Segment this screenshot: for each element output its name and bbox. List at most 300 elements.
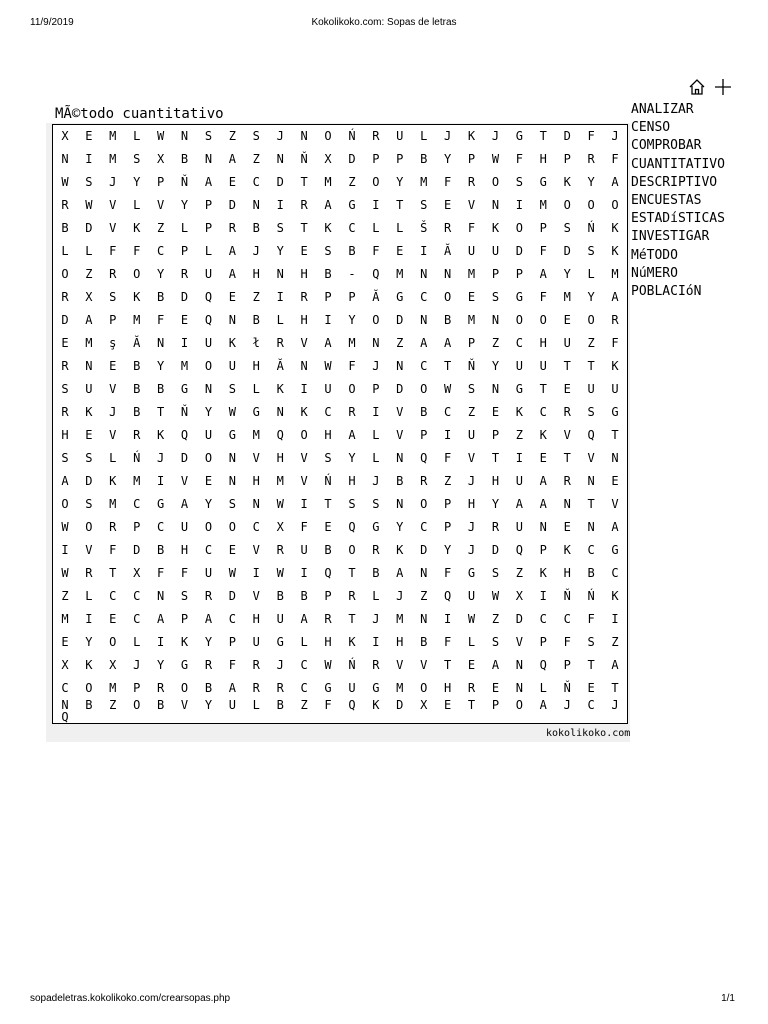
grid-cell: R (157, 680, 165, 695)
grid-cell: S (467, 382, 476, 397)
grid-cell: U (252, 634, 260, 649)
grid-cell: L (300, 634, 308, 649)
grid-cell: E (204, 473, 213, 488)
grid-cell: O (372, 175, 380, 190)
grid-cell: D (396, 697, 404, 712)
grid-cell: I (420, 244, 428, 259)
grid-cell: Y (444, 152, 452, 167)
grid-cell: N (157, 588, 165, 603)
grid-cell: Z (444, 473, 452, 488)
grid-cell: C (300, 680, 308, 695)
grid-cell: X (85, 290, 93, 305)
grid-cell: H (467, 496, 476, 511)
grid-cell: D (85, 473, 93, 488)
grid-cell: X (109, 657, 117, 672)
grid-cell: B (420, 404, 428, 419)
grid-cell: J (372, 359, 380, 374)
grid-cell: V (109, 382, 117, 397)
grid-cell: V (300, 336, 308, 351)
grid-cell: G (611, 404, 619, 419)
grid-cell: Q (324, 565, 332, 580)
grid-cell: N (611, 450, 619, 465)
grid-cell: Z (467, 404, 476, 419)
grid-cell: H (396, 634, 404, 649)
grid-cell: M (563, 290, 571, 305)
grid-cell: O (420, 496, 428, 511)
grid-cell: J (563, 697, 571, 712)
grid-cell: X (133, 565, 141, 580)
grid-cell: V (467, 450, 476, 465)
grid-cell: U (300, 542, 308, 557)
grid-cell: W (61, 175, 69, 190)
grid-cell: N (539, 519, 547, 534)
grid-cell: T (467, 697, 476, 712)
grid-cell: S (228, 382, 236, 397)
grid-cell: W (157, 129, 165, 144)
grid-cell: S (61, 450, 69, 465)
grid-cell: U (180, 519, 189, 534)
grid-cell: R (276, 680, 284, 695)
grid-cell: M (396, 680, 404, 695)
grid-cell: P (444, 496, 452, 511)
grid-cell: C (515, 336, 523, 351)
grid-cell: U (515, 473, 523, 488)
credit-text: kokolikoko.com (546, 728, 631, 739)
grid-cell: J (276, 129, 284, 144)
grid-cell: R (611, 313, 619, 328)
grid-cell: Y (133, 175, 141, 190)
grid-cell: C (133, 588, 141, 603)
home-icon[interactable] (688, 78, 706, 96)
grid-cell: A (611, 175, 619, 190)
grid-cell: T (539, 382, 547, 397)
grid-cell: F (563, 634, 571, 649)
grid-cell: G (180, 382, 189, 397)
grid-cell: - (348, 267, 356, 282)
grid-cell: G (324, 680, 332, 695)
grid-cell: D (228, 588, 236, 603)
grid-cell: R (252, 657, 260, 672)
grid-cell: O (611, 198, 619, 213)
grid-cell: T (109, 565, 117, 580)
grid-cell: L (252, 697, 260, 712)
grid-cell: N (587, 519, 595, 534)
grid-cell: S (324, 244, 332, 259)
grid-cell: Ă (133, 336, 141, 351)
grid-cell: B (85, 697, 93, 712)
grid-cell: R (491, 519, 500, 534)
grid-cell: Z (420, 588, 428, 603)
grid-cell: N (396, 450, 404, 465)
grid-cell: I (157, 634, 165, 649)
grid-cell: S (133, 152, 141, 167)
grid-cell: H (252, 611, 260, 626)
grid-cell: L (133, 634, 141, 649)
grid-cell: J (611, 129, 619, 144)
grid-cell: V (587, 450, 595, 465)
grid-cell: Y (157, 657, 165, 672)
grid-cell: X (515, 588, 523, 603)
grid-cell: Ń (587, 588, 595, 603)
grid-cell: N (61, 697, 69, 712)
grid-cell: Q (204, 313, 213, 328)
word-item: DESCRIPTIVO (631, 174, 718, 190)
grid-cell: N (587, 473, 595, 488)
grid-cell: E (444, 697, 452, 712)
grid-cell: S (61, 382, 69, 397)
grid-cell: T (539, 129, 547, 144)
grid-cell: Z (611, 634, 619, 649)
grid-cell: J (372, 473, 380, 488)
grid-cell: J (372, 611, 380, 626)
grid-cell: N (276, 267, 284, 282)
grid-cell: Ă (276, 359, 284, 374)
grid-cell: D (420, 542, 428, 557)
grid-cell: C (539, 611, 547, 626)
grid-cell: L (587, 267, 595, 282)
grid-cell: O (85, 519, 93, 534)
grid-cell: L (85, 588, 93, 603)
grid-cell: K (276, 382, 284, 397)
grid-cell: E (444, 198, 452, 213)
grid-cell: G (276, 634, 284, 649)
grid-cell: N (515, 680, 523, 695)
grid-cell: I (300, 565, 308, 580)
grid-cell: D (515, 244, 523, 259)
grid-cell: U (515, 359, 523, 374)
grid-cell: V (396, 427, 404, 442)
grid-cell: E (109, 611, 117, 626)
grid-cell: O (420, 680, 428, 695)
grid-cell: B (252, 221, 260, 236)
word-item: CENSO (631, 120, 671, 136)
grid-cell: M (324, 175, 332, 190)
grid-cell: I (611, 611, 619, 626)
grid-cell: S (85, 496, 93, 511)
grid-cell: R (587, 152, 595, 167)
grid-cell: U (204, 565, 213, 580)
grid-cell: K (539, 565, 547, 580)
grid-cell: P (491, 697, 500, 712)
grid-cell: S (491, 565, 500, 580)
grid-cell: N (372, 336, 380, 351)
grid-cell: K (611, 359, 619, 374)
grid-cell: H (300, 267, 308, 282)
grid-cell: Ň (180, 404, 189, 419)
grid-cell: V (252, 450, 260, 465)
grid-cell: Ń (348, 129, 356, 144)
grid-cell: P (372, 152, 380, 167)
grid-cell: C (133, 496, 141, 511)
grid-cell: N (300, 359, 308, 374)
grid-cell: J (109, 175, 117, 190)
grid-cell: P (491, 427, 500, 442)
grid-cell: C (157, 519, 165, 534)
print-date: 11/9/2019 (30, 17, 74, 28)
grid-cell: G (157, 496, 165, 511)
grid-cell: Z (61, 588, 69, 603)
grid-cell: B (396, 473, 404, 488)
grid-cell: ł (252, 336, 260, 351)
grid-cell: Z (109, 697, 117, 712)
grid-cell: N (276, 404, 284, 419)
grid-cell: A (204, 611, 213, 626)
grid-cell: F (348, 359, 356, 374)
grid-cell: K (133, 221, 141, 236)
grid-cell: L (180, 221, 189, 236)
grid-cell: H (61, 427, 69, 442)
grid-cell: F (228, 657, 236, 672)
grid-cell: D (276, 175, 284, 190)
grid-cell: B (587, 565, 595, 580)
grid-cell: S (180, 588, 189, 603)
grid-cell: D (180, 450, 189, 465)
grid-cell: U (491, 244, 500, 259)
grid-cell: O (85, 680, 93, 695)
grid-cell: O (180, 680, 189, 695)
grid-cell: F (587, 129, 595, 144)
grid-cell: V (109, 427, 117, 442)
grid-cell: Q (180, 427, 189, 442)
grid-cell: K (539, 427, 547, 442)
grid-cell: D (563, 244, 571, 259)
grid-cell: M (348, 336, 356, 351)
grid-cell: Z (348, 175, 356, 190)
grid-cell: J (109, 404, 117, 419)
grid-cell: N (228, 450, 236, 465)
grid-cell: Z (252, 152, 260, 167)
grid-cell: U (539, 359, 547, 374)
grid-cell: N (228, 313, 236, 328)
grid-cell: N (276, 152, 284, 167)
grid-cell: Y (348, 313, 356, 328)
grid-cell: E (228, 542, 236, 557)
grid-cell: C (61, 680, 69, 695)
grid-cell: R (444, 221, 452, 236)
grid-cell: R (180, 267, 189, 282)
grid-cell: U (228, 359, 236, 374)
grid-cell: P (180, 244, 189, 259)
grid-cell: X (61, 657, 69, 672)
grid-cell: V (300, 473, 308, 488)
grid-cell: O (444, 290, 452, 305)
grid-cell: ş (109, 336, 117, 351)
grid-cell: E (587, 680, 595, 695)
grid-cell: H (252, 359, 260, 374)
grid-cell: Q (444, 588, 452, 603)
grid-cell: Q (204, 290, 213, 305)
grid-cell: F (587, 611, 595, 626)
grid-cell: K (85, 404, 93, 419)
grid-cell: M (109, 129, 117, 144)
grid-cell: G (180, 657, 189, 672)
grid-cell: R (467, 680, 476, 695)
grid-cell: Y (348, 450, 356, 465)
grid-cell: A (61, 473, 69, 488)
grid-cell: F (133, 244, 141, 259)
grid-cell: K (515, 404, 523, 419)
grid-cell: R (61, 198, 69, 213)
grid-cell: P (539, 221, 547, 236)
grid-cell: C (324, 404, 332, 419)
grid-cell: E (300, 244, 308, 259)
grid-cell: H (539, 336, 547, 351)
grid-cell: T (157, 404, 165, 419)
grid-cell: E (61, 336, 69, 351)
grid-cell: Y (491, 496, 500, 511)
grid-cell: R (324, 611, 332, 626)
grid-cell: I (539, 588, 547, 603)
grid-cell: P (109, 313, 117, 328)
grid-cell: X (420, 697, 428, 712)
grid-cell: N (491, 382, 500, 397)
grid-cell: V (157, 198, 165, 213)
grid-cell: O (539, 313, 547, 328)
grid-cell: U (85, 382, 93, 397)
grid-cell: I (515, 198, 523, 213)
grid-cell: F (109, 244, 117, 259)
grid-cell: M (109, 680, 117, 695)
grid-cell: V (563, 427, 571, 442)
grid-cell: Ń (348, 657, 356, 672)
grid-cell: A (300, 611, 308, 626)
grid-cell: S (372, 496, 380, 511)
grid-cell: K (85, 657, 93, 672)
grid-cell: B (157, 542, 165, 557)
grid-cell: K (611, 588, 619, 603)
grid-cell: M (467, 267, 476, 282)
grid-cell: O (587, 198, 595, 213)
grid-cell: H (348, 473, 356, 488)
grid-cell: G (515, 382, 523, 397)
grid-cell: T (563, 359, 571, 374)
grid-cell: Y (204, 496, 213, 511)
grid-cell: D (396, 382, 404, 397)
grid-cell: P (539, 542, 547, 557)
grid-cell: M (396, 611, 404, 626)
grid-cell: I (515, 450, 523, 465)
grid-cell: B (157, 382, 165, 397)
grid-cell: O (204, 450, 213, 465)
grid-cell: W (491, 152, 500, 167)
grid-cell: W (276, 565, 284, 580)
grid-cell: A (228, 267, 236, 282)
word-item: MéTODO (631, 247, 678, 263)
grid-cell: H (324, 634, 332, 649)
grid-cell: Z (396, 336, 404, 351)
grid-cell: T (563, 450, 571, 465)
grid-cell: W (276, 496, 284, 511)
grid-cell: E (109, 359, 117, 374)
grid-cell: M (109, 152, 117, 167)
grid-cell: W (228, 404, 236, 419)
grid-cell: P (467, 152, 476, 167)
grid-cell: Y (157, 359, 165, 374)
grid-cell: C (157, 244, 165, 259)
grid-cell: L (396, 221, 404, 236)
letter-grid (52, 124, 628, 724)
grid-cell: Z (300, 697, 308, 712)
grid-cell: O (348, 382, 356, 397)
grid-cell: M (180, 359, 189, 374)
grid-cell: R (228, 221, 236, 236)
grid-cell: Y (563, 267, 571, 282)
grid-cell: R (372, 542, 380, 557)
grid-cell: S (563, 221, 571, 236)
grid-cell: A (228, 680, 236, 695)
grid-cell: F (324, 697, 332, 712)
grid-cell: P (180, 611, 189, 626)
grid-cell: P (563, 657, 571, 672)
grid-cell: Y (85, 634, 93, 649)
grid-cell: E (563, 313, 571, 328)
grid-cell: B (420, 152, 428, 167)
grid-cell: Z (157, 221, 165, 236)
print-page-title: Kokolikoko.com: Sopas de letras (311, 17, 457, 28)
grid-cell: G (252, 404, 260, 419)
grid-cell: B (300, 588, 308, 603)
grid-cell: M (420, 175, 428, 190)
grid-cell: P (133, 680, 141, 695)
grid-cell: J (467, 473, 476, 488)
grid-cell: P (444, 519, 452, 534)
grid-cell: G (515, 129, 523, 144)
grid-cell: F (300, 519, 308, 534)
plus-icon[interactable] (714, 78, 732, 96)
grid-cell: Z (491, 611, 500, 626)
grid-cell: C (539, 404, 547, 419)
grid-cell: V (109, 198, 117, 213)
grid-cell: Q (348, 519, 356, 534)
grid-cell: Y (204, 697, 213, 712)
grid-cell: Ń (587, 221, 595, 236)
grid-cell: K (611, 221, 619, 236)
grid-cell: M (61, 611, 69, 626)
grid-cell: Š (420, 221, 428, 236)
grid-cell: O (133, 697, 141, 712)
grid-cell: K (300, 404, 308, 419)
grid-cell: V (515, 634, 523, 649)
grid-cell: R (300, 198, 308, 213)
grid-cell: B (276, 588, 284, 603)
grid-cell: G (515, 290, 523, 305)
grid-cell: L (133, 198, 141, 213)
grid-cell: M (467, 313, 476, 328)
grid-cell: O (372, 313, 380, 328)
grid-cell: A (180, 496, 189, 511)
grid-cell: Q (372, 267, 380, 282)
grid-cell: V (467, 198, 476, 213)
grid-cell: F (444, 175, 452, 190)
grid-cell: N (157, 336, 165, 351)
grid-cell: S (587, 634, 595, 649)
grid-cell: N (515, 657, 523, 672)
grid-cell: P (396, 152, 404, 167)
grid-cell: M (109, 496, 117, 511)
grid-cell: E (563, 519, 571, 534)
grid-cell: J (252, 244, 260, 259)
grid-cell: A (539, 697, 547, 712)
grid-cell: Ň (467, 359, 476, 374)
grid-cell: R (348, 404, 356, 419)
grid-cell: C (204, 542, 213, 557)
grid-cell: I (276, 198, 284, 213)
puzzle-title: MÃ©todo cuantitativo (55, 106, 224, 122)
grid-cell: U (348, 680, 356, 695)
grid-cell: G (372, 519, 380, 534)
grid-cell: R (109, 267, 117, 282)
grid-cell: O (515, 313, 523, 328)
